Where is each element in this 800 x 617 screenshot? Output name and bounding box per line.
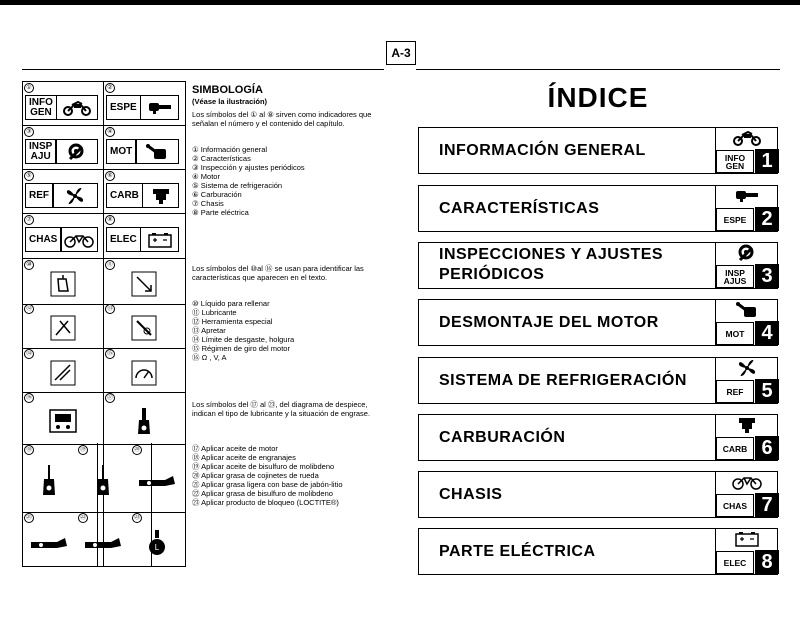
- symbol-cell: [130, 511, 184, 567]
- key-tool-icon: [141, 101, 178, 115]
- index-row[interactable]: [418, 414, 778, 461]
- chapter-number: 6: [755, 436, 779, 460]
- symbology-intro: Los símbolos del ① al ⑧ sirven como indicadores que señalan el número y el contenido del capítulo.: [192, 110, 372, 128]
- chapter-symbol: [106, 183, 179, 208]
- chapter-symbol: [106, 95, 179, 120]
- chapter-tab: [715, 186, 779, 231]
- symbol-number: ㉒: [79, 515, 86, 521]
- chapter-symbol: [106, 227, 179, 252]
- grid-divider: [151, 443, 152, 567]
- list-item: ㉓ Aplicar producto de bloqueo (LOCTITE®): [192, 498, 339, 507]
- carburetor-icon: [716, 415, 778, 435]
- page-label: A-3: [386, 41, 416, 65]
- bike-icon: [62, 232, 97, 248]
- symbol-number: ⑫: [25, 306, 32, 312]
- feature-symbol-icon: [22, 453, 76, 509]
- symbol-cell: [103, 391, 184, 443]
- symbol-number: ⑭: [25, 351, 32, 357]
- chapter-number: 3: [755, 264, 779, 288]
- index-row-label: SISTEMA DE REFRIGERACIÓN: [439, 372, 687, 389]
- list-item: ② Características: [192, 154, 251, 163]
- chapter-abbr: MOT: [716, 322, 754, 345]
- symbol-number: ⑦: [24, 215, 34, 225]
- chapter-abbr: ELEC: [716, 551, 754, 574]
- chapter-abbr: REF: [716, 380, 754, 403]
- feature-list: [192, 299, 384, 362]
- index-row[interactable]: [418, 528, 778, 575]
- index-row-label: CARACTERÍSTICAS: [439, 200, 600, 217]
- feature-symbol-icon: [103, 312, 184, 344]
- grid-divider: [97, 443, 98, 567]
- engine-icon: [137, 143, 178, 161]
- feature-symbol-icon: [22, 357, 103, 389]
- symbol-cell: [22, 169, 103, 213]
- key-tool-icon: [716, 186, 778, 206]
- chapter-symbol: [25, 139, 98, 164]
- battery-icon: [716, 529, 778, 549]
- left-header-rule: [22, 69, 384, 70]
- symbol-number: ⑥: [105, 171, 115, 181]
- list-item: ⑫ Herramienta especial: [192, 317, 273, 326]
- index-row[interactable]: [418, 471, 778, 518]
- feature-symbol-icon: [130, 453, 184, 509]
- symbol-cell: [22, 511, 76, 567]
- list-item: ⑥ Carburación: [192, 190, 242, 199]
- feature-symbol-icon: [22, 268, 103, 300]
- feature-symbol-icon: [22, 312, 103, 344]
- symbol-cell: [22, 258, 103, 302]
- symbol-cell: [103, 169, 184, 213]
- chapter-abbr: MOT: [110, 145, 133, 157]
- bike-icon: [716, 472, 778, 492]
- symbol-number: ㉓: [133, 515, 140, 521]
- symbol-number: ㉑: [25, 515, 32, 521]
- symbol-cell: [22, 302, 103, 346]
- index-row[interactable]: [418, 127, 778, 174]
- feature-symbol-icon: [130, 521, 184, 565]
- chapter-symbol: [106, 139, 179, 164]
- index-row-label: PARTE ELÉCTRICA: [439, 543, 596, 560]
- list-item: ⑯ Ω , V, A: [192, 353, 227, 362]
- chapter-symbol: [25, 183, 98, 208]
- feature-symbol-icon: [103, 357, 184, 389]
- svg-text:L: L: [154, 543, 160, 552]
- symbol-number: ⑲: [79, 447, 86, 453]
- top-rule: [0, 0, 800, 5]
- chapter-abbr: INFO GEN: [29, 96, 53, 118]
- motorcycle-icon: [57, 100, 97, 116]
- list-item: ⑬ Apretar: [192, 326, 226, 335]
- chapter-tab: [715, 300, 779, 345]
- chapter-tab: [715, 243, 779, 288]
- symbol-number: ⑧: [105, 215, 115, 225]
- index-row-label: CHASIS: [439, 486, 503, 503]
- symbol-cell: [22, 125, 103, 169]
- symbol-cell: [76, 511, 130, 567]
- index-row[interactable]: [418, 242, 778, 289]
- chapter-tab: [715, 415, 779, 460]
- symbol-cell: [103, 302, 184, 346]
- list-item: ④ Motor: [192, 172, 220, 181]
- chapter-symbol: [25, 227, 98, 252]
- list-item: ⑳ Aplicar grasa de cojinetes de rueda: [192, 471, 319, 480]
- list-item: ⑧ Parte eléctrica: [192, 208, 249, 217]
- chapter-tab: [715, 128, 779, 173]
- chapter-abbr: CHAS: [29, 233, 58, 245]
- chapter-number: 1: [755, 149, 779, 173]
- symbol-number: ⑱: [25, 447, 32, 453]
- symbol-number: ⑰: [106, 395, 113, 401]
- list-item: ⑦ Chasis: [192, 199, 224, 208]
- chapter-number: 5: [755, 379, 779, 403]
- list-item: ⑮ Régimen de giro del motor: [192, 344, 290, 353]
- list-item: ⑲ Aplicar aceite de bisulfuro de molibdeno: [192, 462, 335, 471]
- symbol-number: ⑩: [24, 260, 34, 270]
- list-item: ⑩ Líquido para rellenar: [192, 299, 270, 308]
- symbol-cell: [130, 443, 184, 511]
- symbol-number: ④: [105, 127, 115, 137]
- chapter-number: 7: [755, 493, 779, 517]
- symbol-number: ②: [105, 83, 115, 93]
- list-item: ⑰ Aplicar aceite de motor: [192, 444, 278, 453]
- index-row-label: INSPECCIONES Y AJUSTES PERIÓDICOS: [439, 246, 664, 283]
- symbol-number: ⑪: [106, 262, 113, 268]
- chapter-abbr: REF: [29, 189, 49, 201]
- right-header-rule: [416, 69, 780, 70]
- feature-symbol-icon: [76, 521, 130, 565]
- index-title: ÍNDICE: [547, 82, 649, 113]
- symbol-cell: [22, 391, 103, 443]
- list-item: ⑭ Límite de desgaste, holgura: [192, 335, 295, 344]
- chapter-abbr: ELEC: [110, 233, 137, 245]
- symbol-cell: [103, 347, 184, 391]
- chapter-abbr: ESPE: [110, 101, 137, 113]
- list-item: ⑱ Aplicar aceite de engranajes: [192, 453, 296, 462]
- chapter-number: 8: [755, 550, 779, 574]
- chapter-abbr: CHAS: [716, 494, 754, 517]
- wrench-gear-icon: [716, 243, 778, 263]
- symbol-number: ⑳: [133, 447, 140, 453]
- symbol-number: ⑤: [24, 171, 34, 181]
- symbol-cell: [103, 81, 184, 125]
- symbol-cell: [76, 443, 130, 511]
- feature-symbol-icon: [22, 401, 103, 441]
- index-row[interactable]: [418, 357, 778, 404]
- fan-icon: [54, 187, 98, 205]
- list-item: ⑪ Lubricante: [192, 308, 237, 317]
- motorcycle-icon: [716, 128, 778, 148]
- chapter-tab: [715, 472, 779, 517]
- symbol-cell: [103, 213, 184, 257]
- symbol-cell: [22, 443, 76, 511]
- feature-symbol-icon: [22, 521, 76, 565]
- index-row-label: DESMONTAJE DEL MOTOR: [439, 314, 659, 331]
- symbol-cell: [22, 347, 103, 391]
- chapter-abbr: CARB: [110, 189, 139, 201]
- symbol-number: ⑬: [106, 306, 113, 312]
- symbol-number: ①: [24, 83, 34, 93]
- battery-icon: [141, 232, 178, 248]
- chapter-list: [192, 145, 384, 217]
- chapter-abbr: CARB: [716, 437, 754, 460]
- symbol-cell: [22, 81, 103, 125]
- chapter-abbr: ESPE: [716, 208, 754, 231]
- engine-icon: [716, 300, 778, 320]
- symbol-number: ⑯: [25, 395, 32, 401]
- chapter-number: 4: [755, 321, 779, 345]
- symbology-title: SIMBOLOGÍA: [192, 84, 263, 96]
- feature-symbol-icon: [76, 453, 130, 509]
- chapter-abbr: INSP AJU: [29, 140, 53, 162]
- lubes-intro: Los símbolos del ⑰ al ㉓, del diagrama de despiece, indican el tipo de lubricante y la situación de engrase.: [192, 400, 371, 418]
- chapter-tab: [715, 529, 779, 574]
- symbol-cell: [103, 258, 184, 302]
- index-row[interactable]: [418, 185, 778, 232]
- fan-icon: [716, 358, 778, 378]
- symbol-number: ⑮: [106, 351, 113, 357]
- symbol-number: ③: [24, 127, 34, 137]
- feature-symbol-icon: [103, 401, 184, 441]
- list-item: ㉒ Aplicar grasa de bisulfuro de molibdeno: [192, 489, 333, 498]
- feature-symbol-icon: [103, 268, 184, 300]
- chapter-symbol: [25, 95, 98, 120]
- carburetor-icon: [143, 187, 178, 205]
- list-item: ③ Inspección y ajustes periódicos: [192, 163, 305, 172]
- index-row-label: INFORMACIÓN GENERAL: [439, 142, 646, 159]
- list-item: ⑤ Sistema de refrigeración: [192, 181, 283, 190]
- chapter-tab: [715, 358, 779, 403]
- chapter-number: 2: [755, 207, 779, 231]
- features-intro: Los símbolos del ⑩al ⑯ se usan para identificar las características que aparecen en el texto.: [192, 264, 364, 282]
- symbology-subtitle: (Véase la ilustración): [192, 97, 268, 106]
- list-item: ㉑ Aplicar grasa ligera con base de jabón-litio: [192, 480, 343, 489]
- index-row-label: CARBURACIÓN: [439, 429, 566, 446]
- list-item: ① Información general: [192, 145, 268, 154]
- index-row[interactable]: [418, 299, 778, 346]
- chapter-abbr: INFO GEN: [716, 150, 754, 173]
- lube-list: [192, 444, 384, 507]
- symbol-cell: [103, 125, 184, 169]
- wrench-gear-icon: [57, 143, 97, 161]
- chapter-abbr: INSP AJUS: [716, 265, 754, 288]
- symbol-cell: [22, 213, 103, 257]
